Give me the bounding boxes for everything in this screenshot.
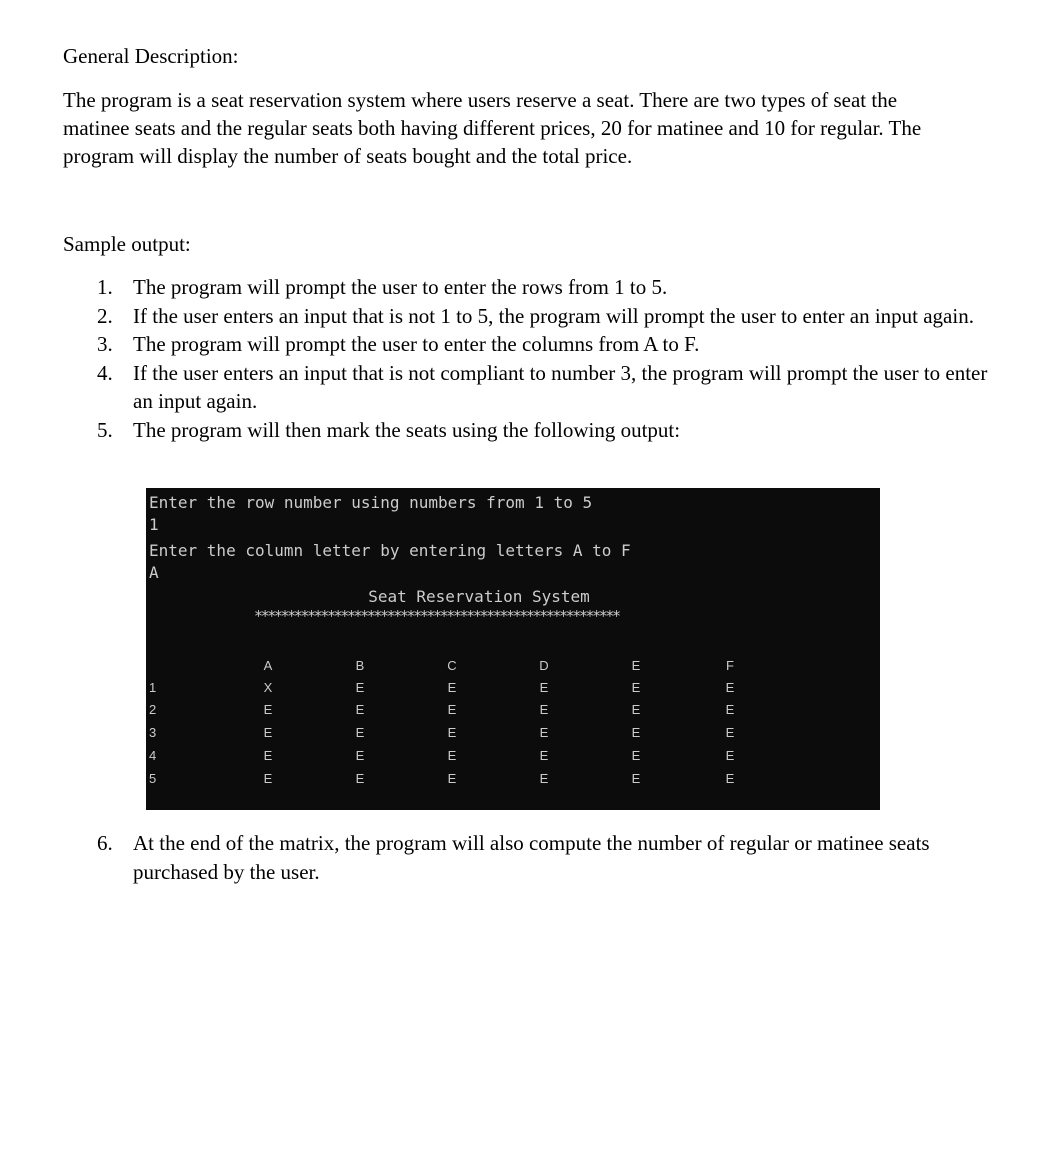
sample-output-heading: Sample output: [63,232,191,256]
seat-cell: E [631,748,641,763]
row-label: 5 [149,771,157,786]
console-title: Seat Reservation System [368,587,590,606]
seat-cell: E [355,725,365,740]
seat-cell: E [447,748,457,763]
list-item-text: At the end of the matrix, the program will also compute the number of regular or matinee seats purchased by the user. [133,831,930,884]
seat-cell: E [539,725,549,740]
seat-cell: E [447,725,457,740]
seat-cell: E [355,702,365,717]
seat-cell: E [263,771,273,786]
console-prompt-row: Enter the row number using numbers from 1 to 5 [149,493,593,512]
list-item [0,273,1000,302]
console-stars-divider: ******************************************************* [254,607,619,625]
seat-cell: E [263,725,273,740]
page-heading: General Description: [63,44,239,68]
steps-list [0,273,1000,444]
list-item-number: 6. [97,831,113,855]
console-screenshot [146,488,880,810]
description-paragraph: The program is a seat reservation system where users reserve a seat. There are two types of seat the matinee seats and the regular seats both having different prices, 20 for matinee and 10 for regular. The program will display the number of seats bought and the total price. [63,88,922,168]
seat-cell: E [263,702,273,717]
seat-cell: E [631,680,641,695]
list-item [0,359,1000,416]
list-item-number: 1. [97,275,113,299]
seat-cell: X [263,680,273,695]
seat-grid [146,488,880,810]
list-item-text: If the user enters an input that is not 1 to 5, the program will prompt the user to enter an input again. [133,303,974,328]
seat-cell: E [725,680,735,695]
row-label: 2 [149,702,157,717]
seat-cell: E [725,725,735,740]
seat-cell: E [539,771,549,786]
seat-cell: E [539,702,549,717]
row-label: 3 [149,725,157,740]
console-input-col: A [149,563,159,582]
column-header: D [539,658,549,673]
seat-cell: E [355,748,365,763]
list-item [0,416,1000,445]
seat-cell: E [447,702,457,717]
row-label: 1 [149,680,157,695]
seat-cell: E [263,748,273,763]
list-item-number: 2. [97,303,113,328]
list-item-text: The program will prompt the user to enter the columns from A to F. [133,332,700,356]
seat-cell: E [355,771,365,786]
row-label: 4 [149,748,157,763]
seat-cell: E [447,680,457,695]
list-item [0,302,1000,331]
seat-cell: E [631,702,641,717]
column-header: F [726,658,734,673]
list-item-text: The program will then mark the seats using the following output: [133,417,681,442]
list-item-text: The program will prompt the user to enter the rows from 1 to 5. [133,275,668,299]
column-header: B [355,658,365,673]
seat-cell: E [725,771,735,786]
column-header: E [631,658,641,673]
seat-cell: E [539,748,549,763]
column-header: C [447,658,457,673]
console-input-row: 1 [149,515,159,534]
seat-cell: E [725,702,735,717]
list-item-text: If the user enters an input that is not compliant to number 3, the program will prompt the user to enter an input again. [133,360,988,413]
list-item-number: 3. [97,332,113,356]
seat-cell: E [631,725,641,740]
seat-cell: E [631,771,641,786]
list-item [0,330,1000,359]
seat-cell: E [447,771,457,786]
console-prompt-col: Enter the column letter by entering letters A to F [149,541,631,560]
seat-cell: E [539,680,549,695]
seat-cell: E [725,748,735,763]
list-item-body [0,829,1000,886]
list-item-number: 4. [97,360,113,385]
column-header: A [263,658,273,673]
seat-cell: E [355,680,365,695]
list-item-number: 5. [97,417,113,442]
list-item [0,829,1000,886]
